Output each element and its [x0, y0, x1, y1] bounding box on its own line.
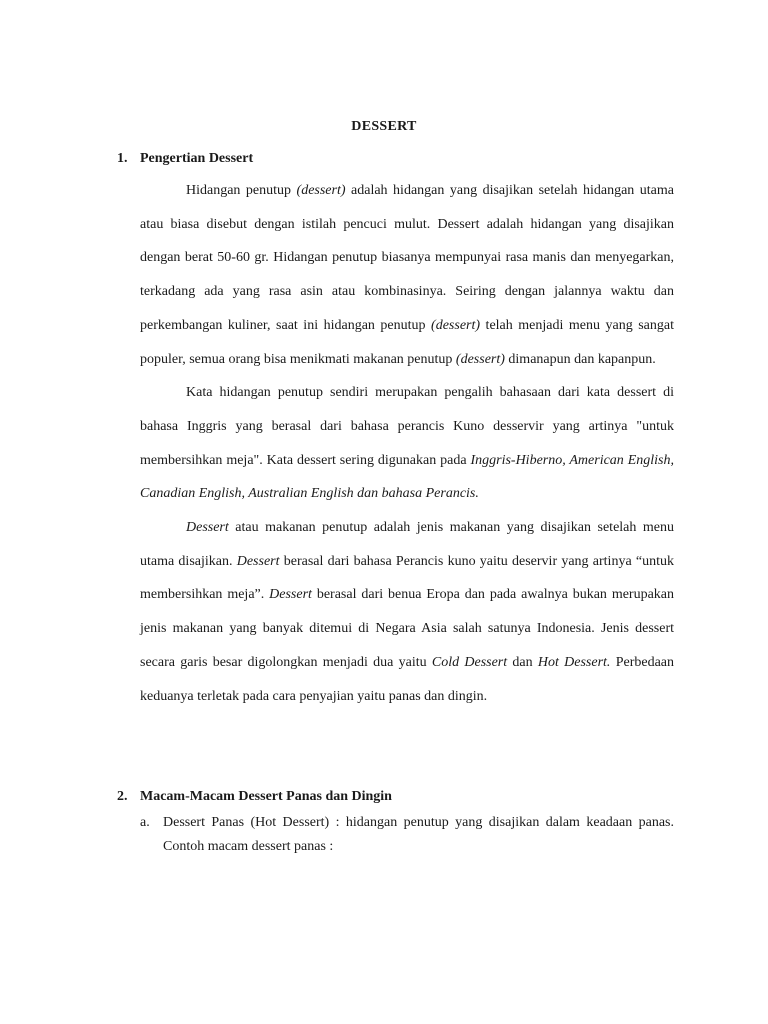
section-2-heading: [117, 789, 392, 805]
list-item-a: [140, 811, 674, 859]
paragraph-3: Dessert atau makanan penutup adalah jenis makanan yang disajikan setelah menu utama disajikan. Dessert berasal dari bahasa Perancis kuno yaitu deservir yang artinya “untuk membersihkan meja”. Dessert berasal dari benua Eropa dan pada awalnya bukan merupakan jenis makanan yang banyak ditemui di Negara Asia salah satunya Indonesia. Jenis dessert secara garis besar digolongkan menjadi dua yaitu Cold Dessert dan Hot Dessert. Perbedaan keduanya terletak pada cara penyajian yaitu panas dan dingin.: [140, 520, 675, 704]
section-1-body: [140, 174, 674, 713]
document-title: DESSERT: [351, 119, 417, 134]
list-item-a-letter: a.: [140, 815, 150, 830]
section-2-number: 2.: [117, 789, 128, 804]
section-1-title: Pengertian Dessert: [140, 151, 254, 166]
paragraph-2: Kata hidangan penutup sendiri merupakan pengalih bahasaan dari kata dessert di bahasa Inggris yang berasal dari bahasa perancis Kuno desservir yang artinya "untuk membersihkan meja". Kata dessert sering digunakan pada Inggris-Hiberno, American English, Canadian English, Australian English dan bahasa Perancis.: [140, 385, 674, 502]
section-1-number: 1.: [117, 151, 128, 166]
section-1-heading: [117, 151, 253, 167]
list-item-a-text: Dessert Panas (Hot Dessert) : hidangan penutup yang disajikan dalam keadaan panas. Contoh macam dessert panas :: [163, 815, 674, 854]
section-2-title: Macam-Macam Dessert Panas dan Dingin: [140, 789, 392, 804]
paragraph-1: Hidangan penutup (dessert) adalah hidangan yang disajikan setelah hidangan utama atau biasa disebut dengan istilah pencuci mulut. Dessert adalah hidangan yang disajikan dengan berat 50-60 gr. Hidangan penutup biasanya mempunyai rasa manis dan menyegarkan, terkadang ada yang rasa asin atau kombinasinya. Seiring dengan jalannya waktu dan perkembangan kuliner, saat ini hidangan penutup (dessert) telah menjadi menu yang sangat populer, semua orang bisa menikmati makanan penutup (dessert) dimanapun dan kapanpun.: [140, 183, 674, 367]
